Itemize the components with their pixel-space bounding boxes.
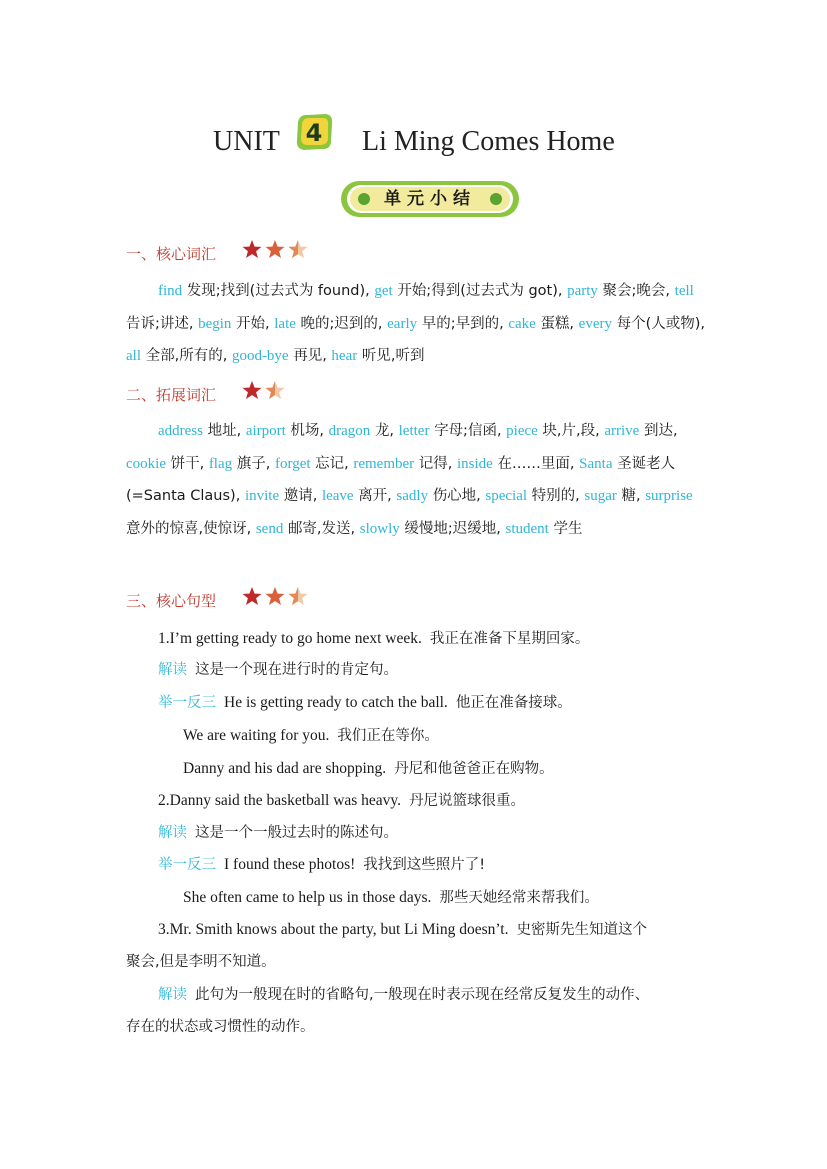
vocab-meaning: 邀请, bbox=[283, 488, 318, 504]
note-text: 这是一个现在进行时的肯定句。 bbox=[195, 662, 398, 678]
vocab-word: invite bbox=[244, 488, 280, 504]
example-cn: 他正在准备接球。 bbox=[455, 695, 572, 711]
example-en: He is getting ready to catch the ball. bbox=[224, 694, 448, 711]
vocab-meaning: 再见, bbox=[293, 348, 327, 364]
title-row bbox=[0, 112, 827, 172]
unit-summary-badge bbox=[340, 179, 520, 219]
vocab-meaning: 记得, bbox=[418, 455, 453, 472]
vocab-word: begin bbox=[198, 315, 232, 332]
vocab-word: all bbox=[126, 348, 141, 364]
example-en: She often came to help us in those days. bbox=[183, 889, 432, 906]
sentence-cn: 史密斯先生知道这个 bbox=[516, 922, 647, 938]
sentence-1-example-1 bbox=[158, 691, 572, 712]
unit-summary-title: 单元小结 bbox=[384, 189, 476, 209]
vocab-meaning: 到达, bbox=[643, 423, 678, 439]
example-tag: 举一反三 bbox=[158, 857, 216, 873]
vocab-word: student bbox=[505, 520, 549, 537]
vocab-word: surprise bbox=[645, 488, 693, 504]
example-cn: 那些天她经常来帮我们。 bbox=[439, 890, 599, 906]
sentence-3-continued bbox=[126, 950, 276, 971]
unit-number-badge bbox=[294, 112, 334, 152]
example-cn: 我们正在等你。 bbox=[337, 728, 439, 744]
vocab-word: slowly bbox=[359, 520, 400, 537]
note-tag: 解读 bbox=[158, 987, 187, 1003]
vocab-meaning: 开始, bbox=[236, 315, 270, 332]
vocab-word: leave bbox=[321, 488, 354, 504]
vocab-meaning: 开始;得到(过去式为 got), bbox=[397, 283, 563, 299]
note-text: 这是一个一般过去时的陈述句。 bbox=[195, 825, 398, 841]
sentence-2-note bbox=[158, 821, 398, 842]
sentence-1 bbox=[158, 627, 589, 648]
lesson-title: Li Ming Comes Home bbox=[362, 126, 615, 157]
section-heading-core-vocab: 一、核心词汇 bbox=[126, 245, 217, 263]
sentence-en: 3.Mr. Smith knows about the party, but Li Ming doesn’t. bbox=[158, 921, 509, 938]
vocab-word: inside bbox=[456, 455, 493, 472]
vocab-meaning: 地址, bbox=[207, 423, 242, 439]
sentence-cn: 丹尼说篮球很重。 bbox=[409, 793, 526, 809]
ext-vocab-list bbox=[126, 415, 706, 545]
star-rating-icon bbox=[242, 239, 312, 261]
vocab-word: forget bbox=[274, 455, 311, 472]
vocab-meaning: 听见,听到 bbox=[361, 348, 425, 364]
sentence-2-example-1 bbox=[158, 853, 485, 874]
vocab-meaning: 蛋糕, bbox=[540, 315, 575, 332]
vocab-meaning: 邮寄,发送, bbox=[287, 520, 356, 537]
vocab-word: Santa bbox=[579, 455, 613, 472]
star-rating-icon bbox=[242, 586, 312, 608]
vocab-meaning: 在……里面, bbox=[497, 455, 575, 472]
sentence-2-example-2 bbox=[183, 886, 599, 907]
vocab-word: good-bye bbox=[231, 348, 289, 364]
vocab-word: late bbox=[274, 315, 296, 332]
vocab-meaning: 离开, bbox=[358, 488, 392, 504]
vocab-meaning: 特别的, bbox=[531, 488, 580, 504]
vocab-word: find bbox=[158, 283, 183, 299]
vocab-word: letter bbox=[398, 423, 430, 439]
vocab-meaning: 聚会;晚会, bbox=[602, 283, 671, 299]
example-en: I found these photos! bbox=[224, 856, 356, 873]
vocab-meaning: 早的;早到的, bbox=[421, 315, 504, 332]
vocab-meaning: 每个(人或物), bbox=[616, 315, 706, 332]
vocab-word: cake bbox=[508, 315, 536, 332]
unit-number: 4 bbox=[305, 119, 323, 147]
example-cn: 我找到这些照片了! bbox=[363, 857, 486, 873]
example-en: Danny and his dad are shopping. bbox=[183, 760, 387, 777]
vocab-meaning: 告诉;讲述, bbox=[126, 315, 194, 332]
vocab-meaning: 饼干, bbox=[170, 455, 205, 472]
sentence-3-note-continued bbox=[126, 1015, 315, 1036]
sentence-3-note bbox=[158, 983, 649, 1004]
note-text: 此句为一般现在时的省略句,一般现在时表示现在经常反复发生的动作、 bbox=[195, 987, 650, 1003]
vocab-meaning: 机场, bbox=[290, 423, 325, 439]
vocab-word: cookie bbox=[126, 455, 166, 472]
example-en: We are waiting for you. bbox=[183, 727, 330, 744]
vocab-meaning: 字母;信函, bbox=[434, 423, 502, 439]
vocab-meaning: 伤心地, bbox=[432, 488, 481, 504]
sentence-1-example-2 bbox=[183, 724, 439, 745]
vocab-meaning: 发现;找到(过去式为 found), bbox=[186, 283, 370, 299]
vocab-word: early bbox=[387, 315, 418, 332]
core-vocab-list bbox=[126, 275, 706, 373]
vocab-word: dragon bbox=[328, 423, 371, 439]
unit-label: UNIT bbox=[213, 126, 280, 157]
vocab-meaning: 学生 bbox=[553, 520, 583, 537]
vocab-word: send bbox=[255, 520, 284, 537]
vocab-word: get bbox=[374, 283, 393, 299]
vocab-word: address bbox=[158, 423, 203, 439]
vocab-meaning: 圣诞老人(=Santa Claus), bbox=[126, 455, 676, 504]
note-tag: 解读 bbox=[158, 825, 187, 841]
sentence-cn: 我正在准备下星期回家。 bbox=[429, 631, 590, 647]
vocab-word: remember bbox=[353, 455, 415, 472]
sentence-3 bbox=[158, 918, 647, 939]
section-heading-core-sentences: 三、核心句型 bbox=[126, 592, 217, 610]
vocab-word: party bbox=[567, 283, 598, 299]
vocab-meaning: 旗子, bbox=[236, 455, 271, 472]
vocab-word: flag bbox=[208, 455, 233, 472]
vocab-meaning: 忘记, bbox=[315, 455, 349, 472]
vocab-word: every bbox=[578, 315, 612, 332]
section-heading-ext-vocab: 二、拓展词汇 bbox=[126, 386, 217, 404]
vocab-meaning: 缓慢地;迟缓地, bbox=[404, 520, 501, 537]
example-tag: 举一反三 bbox=[158, 695, 216, 711]
vocab-meaning: 意外的惊喜,使惊讶, bbox=[126, 520, 252, 537]
vocab-word: piece bbox=[506, 423, 538, 439]
star-rating-icon bbox=[242, 380, 290, 402]
sentence-cn: 聚会,但是李明不知道。 bbox=[126, 954, 276, 970]
vocab-word: sadly bbox=[396, 488, 429, 504]
vocab-word: arrive bbox=[604, 423, 640, 439]
example-cn: 丹尼和他爸爸正在购物。 bbox=[394, 761, 554, 777]
vocab-word: airport bbox=[245, 423, 286, 439]
sentence-2 bbox=[158, 789, 525, 810]
vocab-meaning: 全部,所有的, bbox=[145, 348, 228, 364]
vocab-word: tell bbox=[674, 283, 694, 299]
vocab-meaning: 晚的;迟到的, bbox=[300, 315, 383, 332]
note-text: 存在的状态或习惯性的动作。 bbox=[126, 1019, 315, 1035]
vocab-meaning: 糖, bbox=[621, 488, 641, 504]
note-tag: 解读 bbox=[158, 662, 187, 678]
vocab-meaning: 龙, bbox=[374, 423, 395, 439]
sentence-en: 1.I’m getting ready to go home next week. bbox=[158, 630, 422, 647]
vocab-word: hear bbox=[331, 348, 358, 364]
vocab-word: special bbox=[485, 488, 528, 504]
vocab-word: sugar bbox=[584, 488, 617, 504]
sentence-en: 2.Danny said the basketball was heavy. bbox=[158, 792, 402, 809]
sentence-1-example-3 bbox=[183, 757, 554, 778]
sentence-1-note bbox=[158, 658, 398, 679]
vocab-meaning: 块,片,段, bbox=[542, 423, 600, 439]
